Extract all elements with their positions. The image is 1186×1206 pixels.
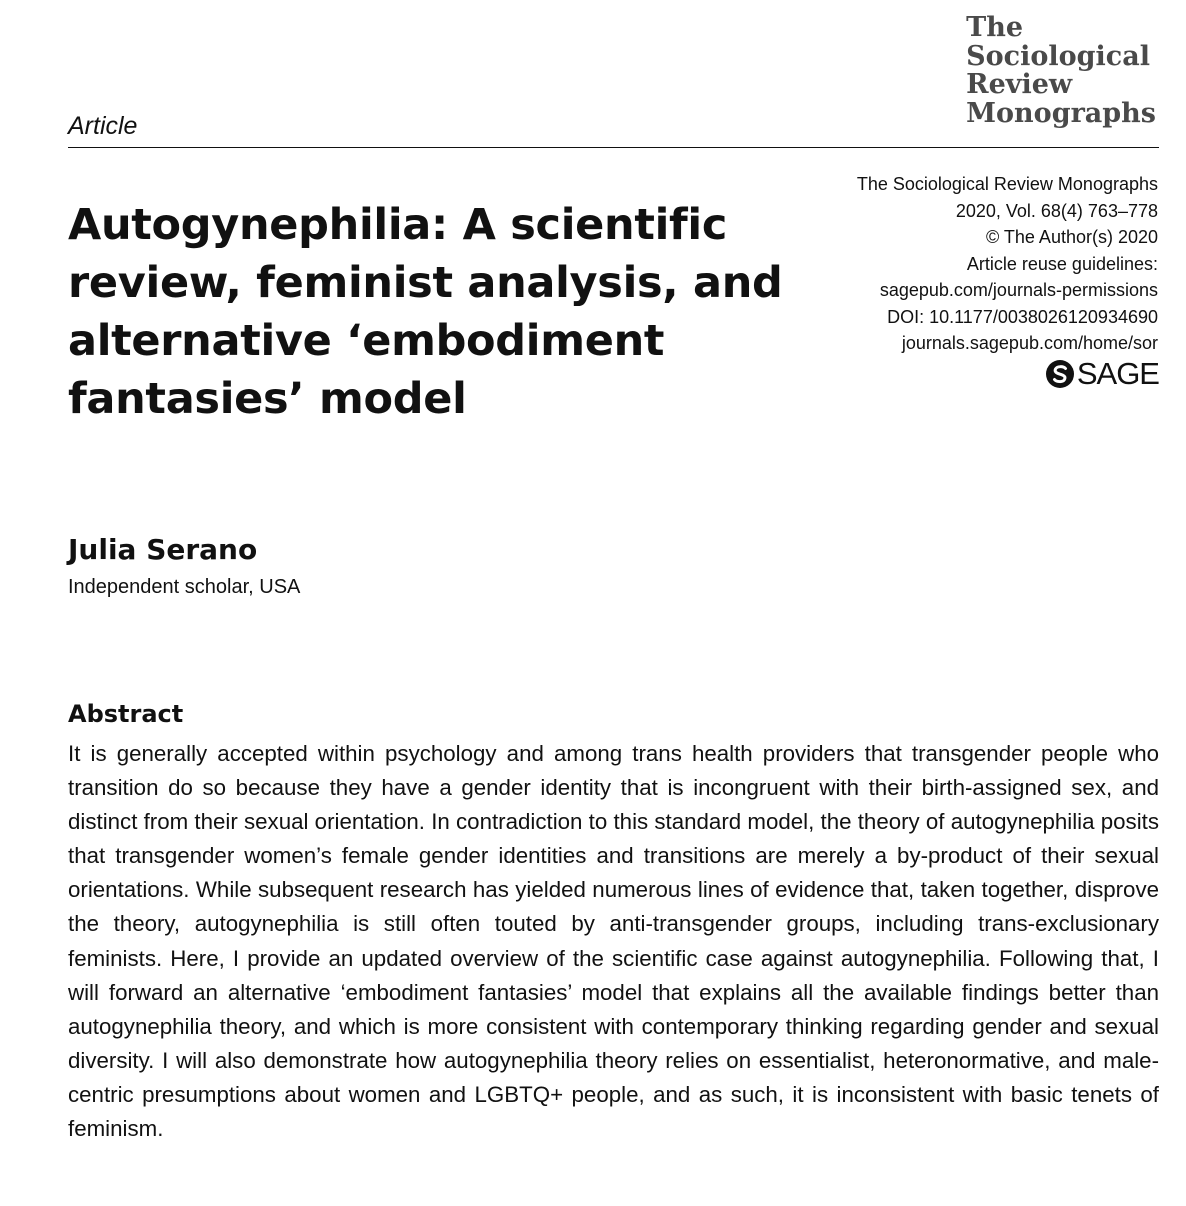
journal-logo-line: Sociological: [966, 40, 1150, 72]
header-divider: [68, 147, 1159, 148]
journal-link[interactable]: journals.sagepub.com/home/sor: [901, 333, 1158, 353]
abstract-heading: Abstract: [68, 700, 184, 728]
copyright: © The Author(s) 2020: [985, 227, 1158, 247]
author-affiliation: Independent scholar, USA: [68, 576, 301, 598]
volume-info: 2020, Vol. 68(4) 763–778: [955, 200, 1158, 221]
publication-info: [857, 171, 1158, 357]
journal-name: The Sociological Review Monographs: [856, 174, 1158, 194]
author-name: Julia Serano: [68, 533, 258, 566]
abstract-text: It is generally accepted within psychology and among trans health providers that transgender people who transition do so because they have a gender identity that is incongruent with their birth-assigned sex, and distinct from their sexual orientation. In contradiction to this standard model, the theory of autogynephilia posits that transgender women’s female gender identities and transitions are merely a by-product of their sexual orientations. While subsequent research has yielded numerous lines of evidence that, taken together, disprove the theory, autogynephilia is still often touted by anti-transgender groups, including trans-exclusionary feminists. Here, I provide an updated overview of the scientific case against autogynephilia. Following that, I will forward an alternative ‘embodiment fantasies’ model that explains all the available findings better than autogynephilia theory, and which is more consistent with contemporary thinking regarding gender and sexual diversity. I will also demonstrate how autogynephilia theory relies on essentialist, heteronormative, and male-centric presumptions about women and LGBTQ+ people, and as such, it is inconsistent with basic tenets of feminism.: [68, 741, 1159, 1142]
sage-s-icon: [1045, 359, 1075, 389]
reuse-label: Article reuse guidelines:: [966, 253, 1158, 274]
article-title: Autogynephilia: A scientific review, feminist analysis, and alternative ‘embodiment fantasies’ model: [68, 200, 783, 424]
doi[interactable]: DOI: 10.1177/0038026120934690: [887, 306, 1158, 327]
journal-logo-line: Monographs: [966, 97, 1156, 129]
publisher-name: SAGE: [1076, 356, 1159, 391]
publisher-logo: [1045, 358, 1159, 389]
reuse-link[interactable]: sagepub.com/journals-permissions: [879, 280, 1158, 300]
journal-logo: [966, 14, 1156, 128]
article-type-label: Article: [68, 112, 138, 140]
journal-logo-line: Review: [966, 69, 1073, 100]
journal-logo-line: The: [966, 12, 1024, 43]
